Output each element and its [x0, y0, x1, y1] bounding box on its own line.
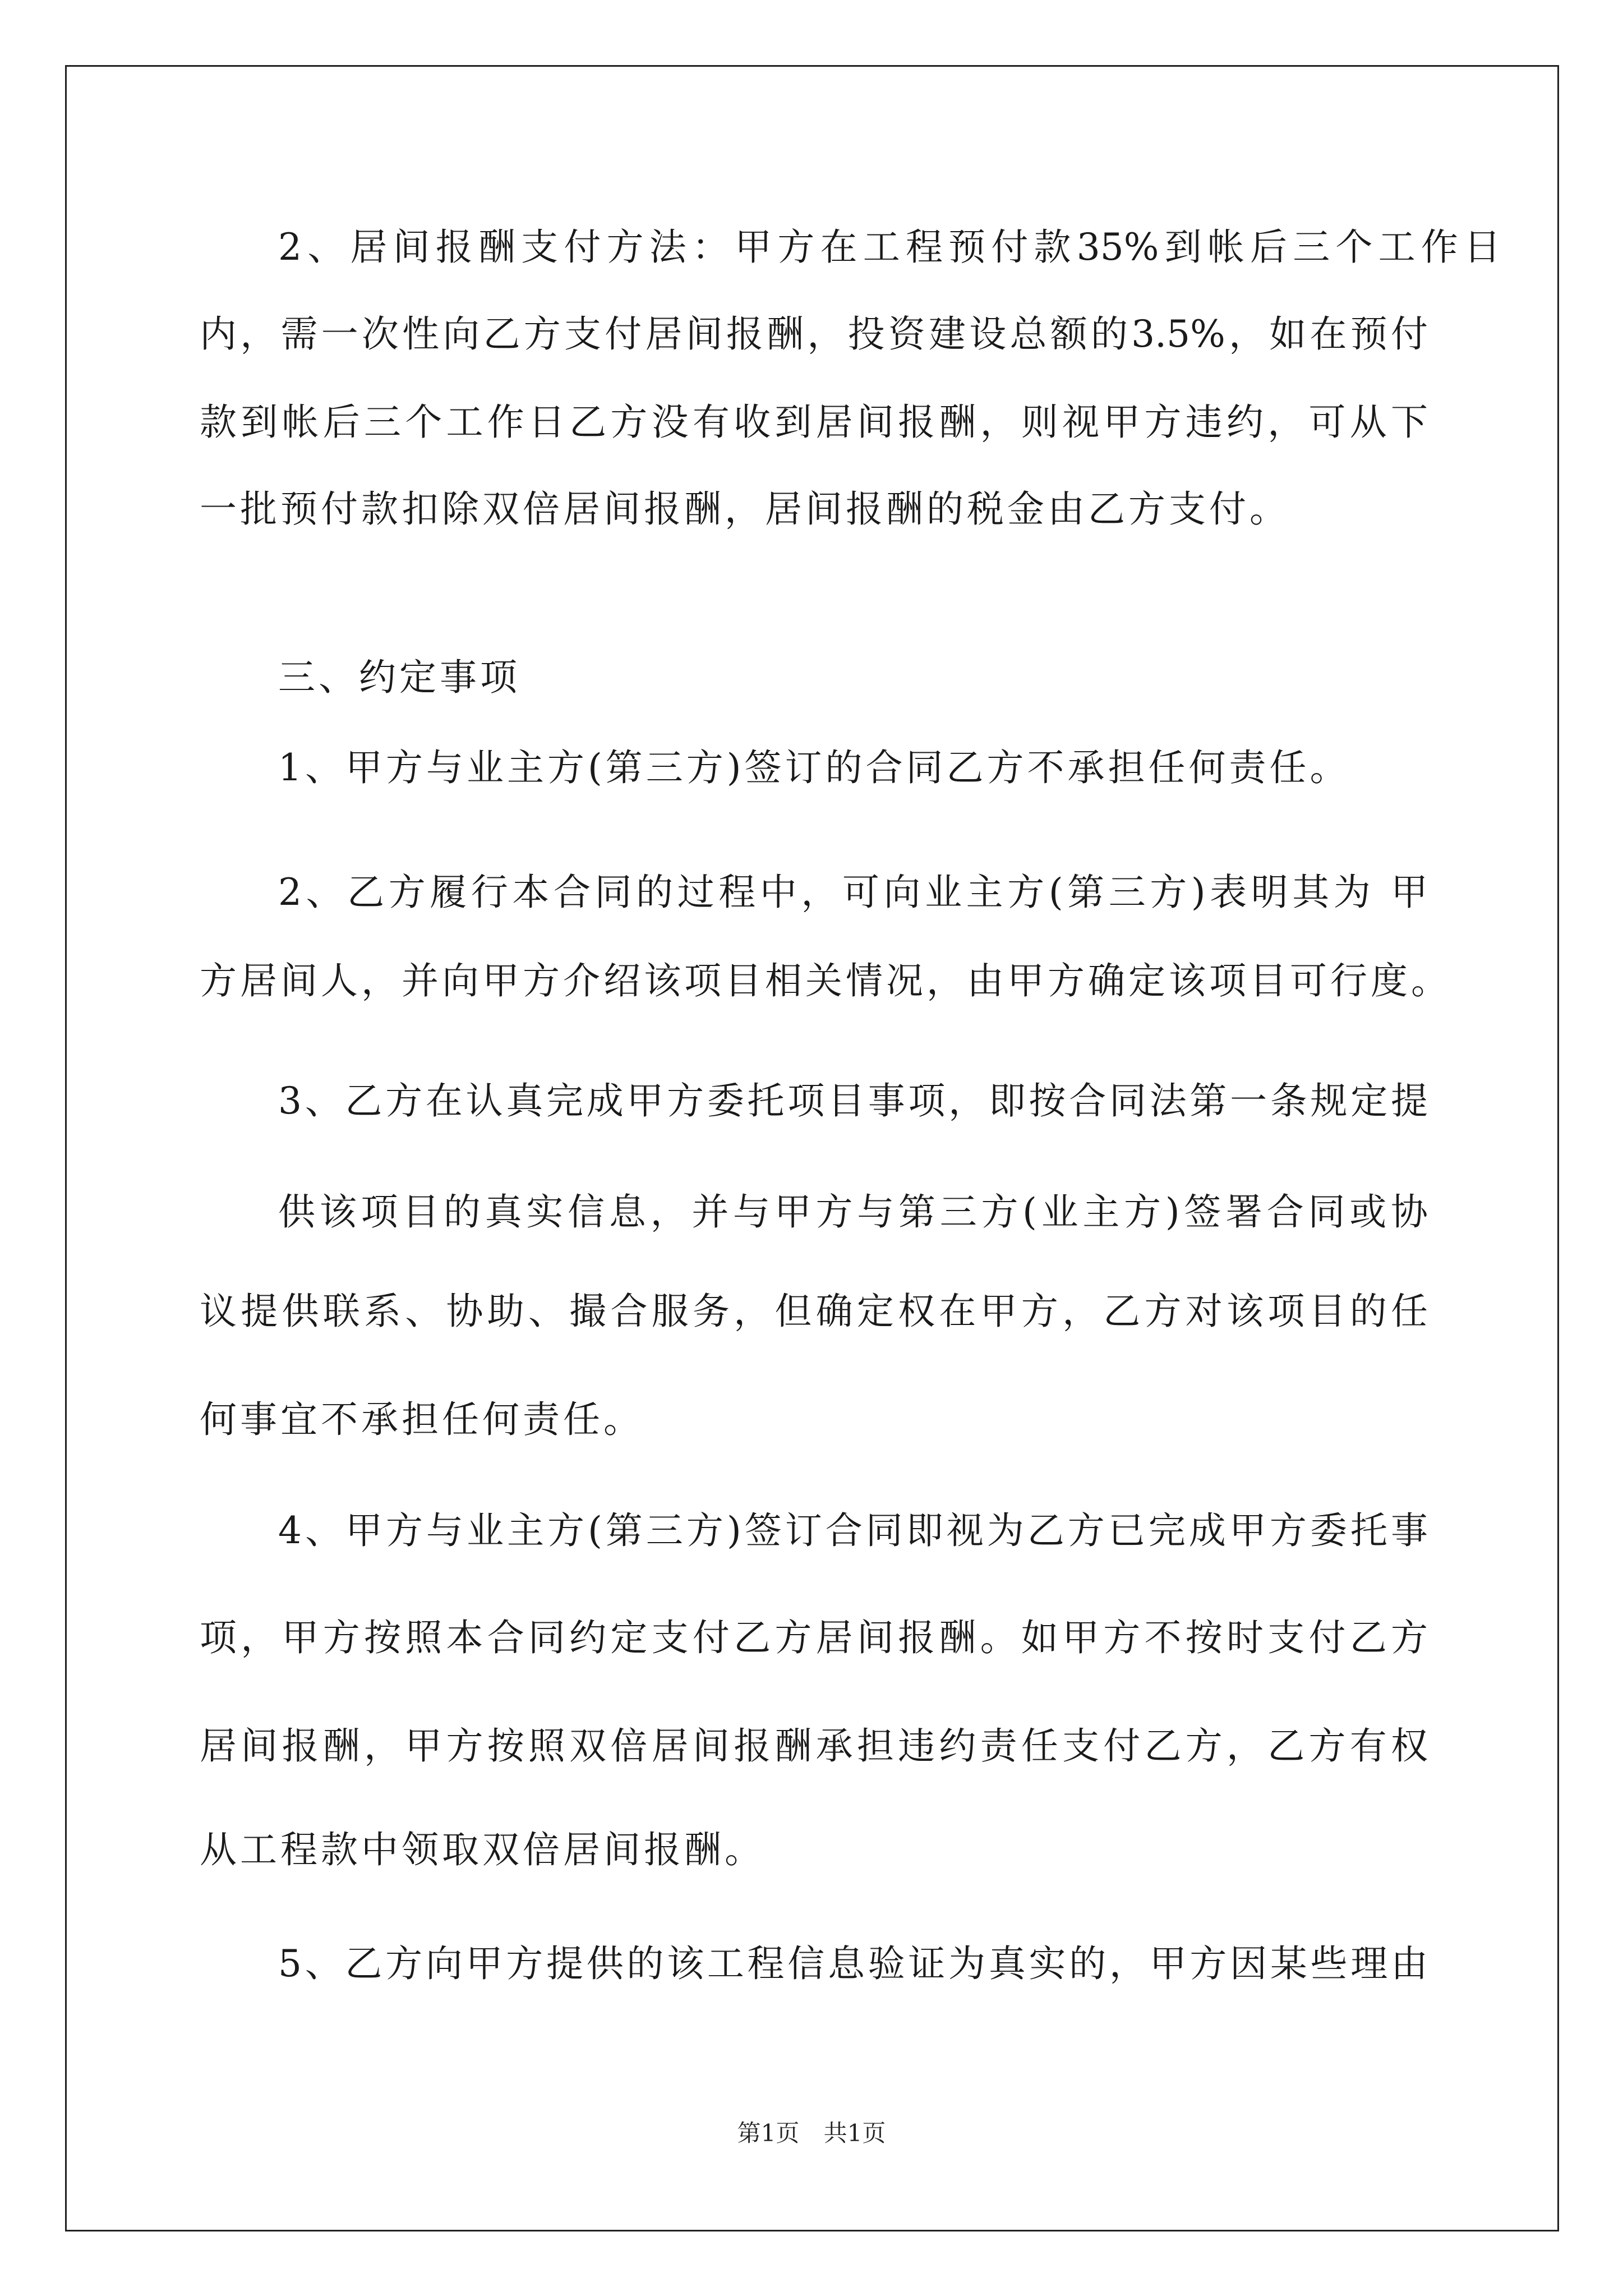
text-line: 从工程款中领取双倍居间报酬。 — [200, 1828, 765, 1871]
text-line: 供该项目的真实信息，并与甲方与第三方(业主方)签署合同或协 — [278, 1190, 1428, 1234]
text-line: 4、甲方与业主方(第三方)签订合同即视为乙方已完成甲方委托事 — [278, 1509, 1428, 1552]
text-line: 一批预付款扣除双倍居间报酬，居间报酬的税金由乙方支付。 — [200, 487, 1290, 531]
text-line: 2、乙方履行本合同的过程中，可向业主方(第三方)表明其为 甲 — [278, 871, 1428, 914]
section-heading: 三、约定事项 — [278, 656, 520, 699]
text-line: 2、居间报酬支付方法：甲方在工程预付款35%到帐后三个工作日 — [278, 226, 1501, 269]
text-line: 3、乙方在认真完成甲方委托项目事项，即按合同法第一条规定提 — [278, 1079, 1428, 1122]
page-number-footer: 第1页 共1页 — [737, 2119, 886, 2147]
text-line: 议提供联系、协助、撮合服务，但确定权在甲方，乙方对该项目的任 — [200, 1290, 1428, 1333]
text-line: 款到帐后三个工作日乙方没有收到居间报酬，则视甲方违约，可从下 — [200, 401, 1428, 444]
text-line: 居间报酬，甲方按照双倍居间报酬承担违约责任支付乙方，乙方有权 — [200, 1724, 1428, 1768]
text-line: 方居间人，并向甲方介绍该项目相关情况，由甲方确定该项目可行度。 — [200, 959, 1451, 1002]
text-line: 项，甲方按照本合同约定支付乙方居间报酬。如甲方不按时支付乙方 — [200, 1616, 1428, 1659]
text-line: 5、乙方向甲方提供的该工程信息验证为真实的，甲方因某些理由 — [278, 1942, 1428, 1985]
text-line: 1、甲方与业主方(第三方)签订的合同乙方不承担任何责任。 — [278, 746, 1350, 789]
page-border — [65, 65, 1559, 2231]
text-line: 内，需一次性向乙方支付居间报酬，投资建设总额的3.5%，如在预付 — [200, 312, 1428, 356]
text-line: 何事宜不承担任何责任。 — [200, 1398, 644, 1441]
